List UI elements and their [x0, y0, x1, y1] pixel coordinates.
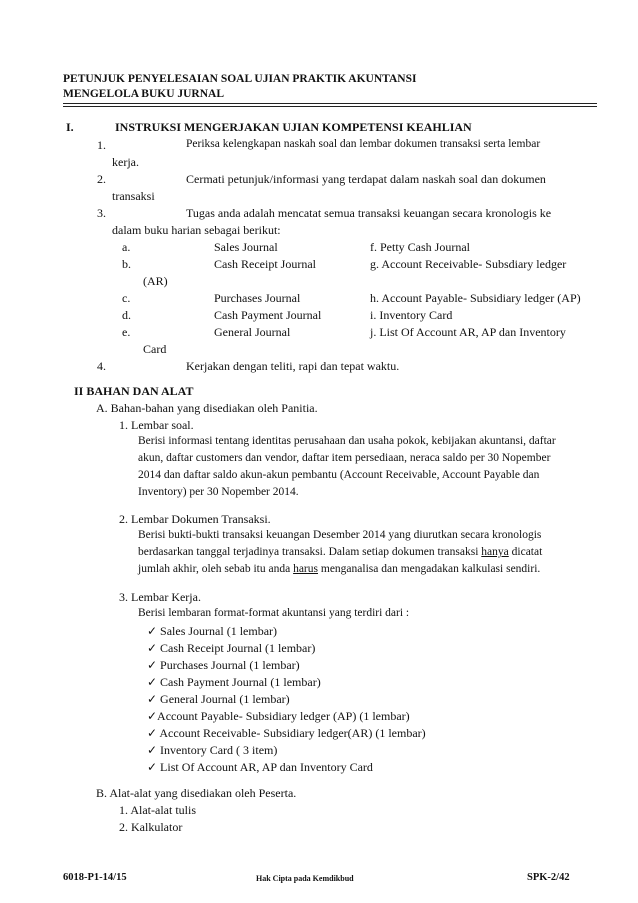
checklist-item: ✓ Sales Journal (1 lembar) [147, 624, 278, 638]
tool-item: 1. Alat-alat tulis [119, 803, 196, 817]
journal-name-right: g. Account Receivable- Subsdiary ledger [370, 257, 567, 271]
instruction-2-text: Cermati petunjuk/informasi yang terdapat dalam naskah soal dan dokumen [186, 172, 546, 186]
instruction-2-cont: transaksi [112, 189, 155, 203]
emphasis-harus: harus [293, 563, 318, 575]
instruction-2-number: 2. [97, 172, 106, 186]
journal-cont-card: Card [143, 342, 167, 356]
journal-letter: e. [122, 325, 131, 339]
section1-title: INSTRUKSI MENGERJAKAN UJIAN KOMPETENSI KEAHLIAN [115, 120, 472, 134]
header-rule-top [63, 103, 597, 104]
material-2-line1: Berisi bukti-bukti transaksi keuangan Desember 2014 yang diurutkan secara kronologis [138, 529, 542, 541]
material-1-title: 1. Lembar soal. [119, 418, 194, 432]
checklist-item: ✓ Cash Receipt Journal (1 lembar) [147, 641, 316, 655]
checklist-item: ✓Account Payable- Subsidiary ledger (AP) (1 lembar) [147, 709, 410, 723]
material-3-desc: Berisi lembaran format-format akuntansi yang terdiri dari : [138, 607, 410, 619]
journal-name: Purchases Journal [214, 291, 301, 305]
doc-header-line1: PETUNJUK PENYELESAIAN SOAL UJIAN PRAKTIK AKUNTANSI [63, 73, 417, 85]
material-1-line: akun, daftar customers dan vendor, daftar item persediaan, neraca saldo per 30 Nopember [138, 452, 551, 464]
journal-name-right: h. Account Payable- Subsidiary ledger (AP) [370, 291, 581, 305]
checklist-item: ✓ Inventory Card ( 3 item) [147, 743, 278, 757]
instruction-4-number: 4. [97, 359, 106, 373]
instruction-1-number: 1. [97, 138, 106, 152]
material-1-line: Berisi informasi tentang identitas perusahaan dan usaha pokok, kebijakan akuntansi, daftar [138, 435, 556, 447]
instruction-3-number: 3. [97, 206, 106, 220]
instruction-4-text: Kerjakan dengan teliti, rapi dan tepat waktu. [186, 359, 400, 373]
journal-letter: a. [122, 240, 131, 254]
doc-header-line2: MENGELOLA BUKU JURNAL [63, 88, 225, 100]
instruction-1-cont: kerja. [112, 155, 139, 169]
emphasis-hanya: hanya [481, 546, 509, 558]
journal-name: Cash Payment Journal [214, 308, 322, 322]
materials-a-label: A. Bahan-bahan yang disediakan oleh Panitia. [96, 401, 318, 415]
checklist-item: ✓ List Of Account AR, AP dan Inventory Card [147, 760, 373, 774]
journal-name: General Journal [214, 325, 291, 339]
tool-item: 2. Kalkulator [119, 820, 183, 834]
journal-cont-ar: (AR) [143, 274, 168, 288]
instruction-1-text: Periksa kelengkapan naskah soal dan lembar dokumen transaksi serta lembar [186, 138, 541, 150]
journal-name: Sales Journal [214, 240, 278, 254]
journal-name-right: f. Petty Cash Journal [370, 240, 470, 254]
checklist-item: ✓ Cash Payment Journal (1 lembar) [147, 675, 321, 689]
instruction-3-cont: dalam buku harian sebagai berikut: [112, 223, 281, 237]
tools-b-label: B. Alat-alat yang disediakan oleh Peserta. [96, 786, 297, 800]
material-2-line2-start: berdasarkan tanggal terjadinya transaksi. Dalam setiap dokumen transaksi [138, 546, 482, 558]
material-2-line3 [138, 563, 540, 575]
material-1-line: 2014 dan daftar saldo akun-akun pembantu (Account Receivable, Account Payable dan [138, 469, 540, 481]
material-1-line: Inventory) per 30 Nopember 2014. [138, 486, 299, 498]
section2-title: II BAHAN DAN ALAT [74, 384, 194, 398]
material-2-line3-end: menganalisa dan mengadakan kalkulasi sendiri. [318, 563, 541, 575]
journal-name-right: i. Inventory Card [370, 308, 453, 322]
header-rule-bottom [63, 106, 597, 107]
checklist-item: ✓ General Journal (1 lembar) [147, 692, 290, 706]
instruction-3-text: Tugas anda adalah mencatat semua transaksi keuangan secara kronologis ke [186, 206, 552, 220]
journal-letter: b. [122, 257, 131, 271]
journal-letter: c. [122, 291, 131, 305]
journal-name: Cash Receipt Journal [214, 257, 316, 271]
material-2-line2-end: dicatat [508, 546, 543, 558]
footer-doc-code: 6018-P1-14/15 [63, 872, 127, 883]
checklist-item: ✓ Account Receivable- Subsidiary ledger(AR) (1 lembar) [147, 726, 426, 740]
section1-numeral: I. [66, 120, 74, 134]
journal-name-right: j. List Of Account AR, AP dan Inventory [370, 325, 566, 339]
footer-copyright: Hak Cipta pada Kemdikbud [256, 874, 354, 883]
journal-letter: d. [122, 308, 131, 322]
material-3-title: 3. Lembar Kerja. [119, 590, 201, 604]
material-2-line3-start: jumlah akhir, oleh sebab itu anda [138, 563, 294, 575]
material-2-line2 [138, 546, 542, 558]
footer-page-number: SPK-2/42 [527, 872, 570, 883]
checklist-item: ✓ Purchases Journal (1 lembar) [147, 658, 300, 672]
material-2-title: 2. Lembar Dokumen Transaksi. [119, 512, 271, 526]
